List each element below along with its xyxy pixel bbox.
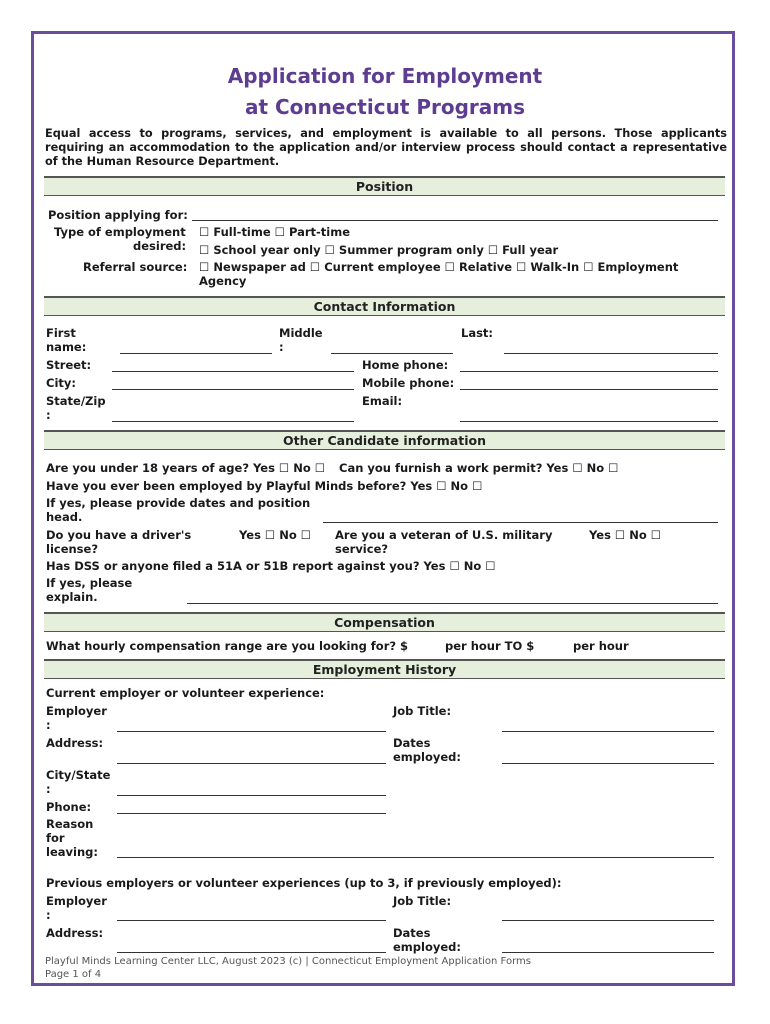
phone-input[interactable] <box>117 799 386 814</box>
address-input[interactable] <box>117 749 386 764</box>
dates-employed-label-1: Dates <box>393 736 431 750</box>
position-applying-input[interactable] <box>192 206 718 221</box>
dates-position-label-2: head. <box>46 510 83 524</box>
veteran-label-1: Are you a veteran of U.S. military <box>335 528 553 542</box>
compensation-min-input[interactable] <box>407 639 443 653</box>
drivers-license-yes-no[interactable]: Yes ☐ No ☐ <box>239 528 312 542</box>
footer-text: Playful Minds Learning Center LLC, August 2023 (c) | Connecticut Employment Application Forms <box>45 956 531 967</box>
dates-employed-label-2: employed: <box>393 750 461 764</box>
state-zip-label-1: State/Zip <box>46 394 106 408</box>
middle-name-input[interactable] <box>331 339 453 354</box>
state-zip-label-2: : <box>46 408 51 422</box>
referral-options-1[interactable]: ☐ Newspaper ad ☐ Current employee ☐ Relative ☐ Walk-In ☐ Employment <box>199 260 679 274</box>
prev-employer-input[interactable] <box>117 906 386 921</box>
employer-label-1: Employer <box>46 704 107 718</box>
reason-input[interactable] <box>117 843 714 858</box>
email-input[interactable] <box>460 407 718 422</box>
prev-dates-label-1: Dates <box>393 926 431 940</box>
explain-label-2: explain. <box>46 590 98 604</box>
job-title-label: Job Title: <box>393 704 452 718</box>
reason-label-3: leaving: <box>46 845 98 859</box>
section-candidate: Other Candidate information <box>44 430 725 450</box>
intro-paragraph: Equal access to programs, services, and employment is available to all persons. Those applicants requiring an accommodation to the application and/or interview process should contact a representative of the Human Resource Department. <box>45 127 727 168</box>
phone-label: Phone: <box>46 800 92 814</box>
middle-name-label-2: : <box>279 340 284 354</box>
employment-type-options-1[interactable]: ☐ Full-time ☐ Part-time <box>199 225 351 239</box>
dss-report-question[interactable]: Has DSS or anyone filed a 51A or 51B report against you? Yes ☐ No ☐ <box>46 559 496 573</box>
prev-dates-label-2: employed: <box>393 940 461 954</box>
reason-label-1: Reason <box>46 817 94 831</box>
section-compensation: Compensation <box>44 612 725 632</box>
city-label: City: <box>46 376 76 390</box>
prev-employer-label-2: : <box>46 908 51 922</box>
prev-job-title-input[interactable] <box>502 906 714 921</box>
drivers-license-label-1: Do you have a driver's <box>46 528 192 542</box>
last-name-input[interactable] <box>504 339 718 354</box>
middle-name-label-1: Middle <box>279 326 323 340</box>
prev-employer-label-1: Employer <box>46 894 107 908</box>
employed-before-question[interactable]: Have you ever been employed by Playful Minds before? Yes ☐ No ☐ <box>46 479 483 493</box>
address-label: Address: <box>46 736 104 750</box>
section-employment: Employment History <box>44 659 725 679</box>
dates-position-label-1: If yes, please provide dates and position <box>46 496 311 510</box>
prev-job-title-label: Job Title: <box>393 894 452 908</box>
street-label: Street: <box>46 358 92 372</box>
prev-address-input[interactable] <box>117 938 386 953</box>
current-employer-heading: Current employer or volunteer experience: <box>46 686 325 700</box>
employer-label-2: : <box>46 718 51 732</box>
street-input[interactable] <box>112 357 354 372</box>
city-input[interactable] <box>112 375 354 390</box>
employer-input[interactable] <box>117 717 386 732</box>
page-number: Page 1 of 4 <box>45 969 102 980</box>
mobile-phone-label: Mobile phone: <box>362 376 455 390</box>
city-state-input[interactable] <box>117 781 386 796</box>
page-subtitle: at Connecticut Programs <box>244 95 526 119</box>
under-18-question[interactable]: Are you under 18 years of age? Yes ☐ No ☐ <box>46 461 326 475</box>
first-name-label-2: name: <box>46 340 87 354</box>
page-title: Application for Employment <box>227 64 543 88</box>
dates-employed-input[interactable] <box>502 749 714 764</box>
mobile-phone-input[interactable] <box>460 375 718 390</box>
employment-type-label-1: Type of employment <box>54 225 186 239</box>
city-state-label-2: : <box>46 782 51 796</box>
email-label: Email: <box>362 394 403 408</box>
state-zip-input[interactable] <box>112 407 354 422</box>
explain-input[interactable] <box>187 589 718 604</box>
job-title-input[interactable] <box>502 717 714 732</box>
explain-label-1: If yes, please <box>46 576 133 590</box>
employment-type-label-2: desired: <box>133 239 187 253</box>
reason-label-2: for <box>46 831 65 845</box>
section-contact: Contact Information <box>44 296 725 316</box>
compensation-question: What hourly compensation range are you looking for? $ <box>46 639 409 653</box>
last-name-label: Last: <box>461 326 494 340</box>
veteran-label-2: service? <box>335 542 389 556</box>
drivers-license-label-2: license? <box>46 542 99 556</box>
first-name-label-1: First <box>46 326 76 340</box>
home-phone-label: Home phone: <box>362 358 449 372</box>
section-position: Position <box>44 176 725 196</box>
previous-employers-heading: Previous employers or volunteer experiences (up to 3, if previously employed): <box>46 876 562 890</box>
compensation-max-input[interactable] <box>535 639 571 653</box>
dates-position-input[interactable] <box>323 508 718 523</box>
prev-dates-input[interactable] <box>502 938 714 953</box>
employment-type-options-2[interactable]: ☐ School year only ☐ Summer program only ☐ Full year <box>199 243 559 257</box>
per-hour-label: per hour <box>573 639 629 653</box>
position-applying-label: Position applying for: <box>48 208 188 222</box>
referral-options-2[interactable]: Agency <box>199 274 247 288</box>
referral-source-label: Referral source: <box>83 260 188 274</box>
veteran-yes-no[interactable]: Yes ☐ No ☐ <box>589 528 662 542</box>
per-hour-to-label: per hour TO $ <box>445 639 535 653</box>
prev-address-label: Address: <box>46 926 104 940</box>
home-phone-input[interactable] <box>460 357 718 372</box>
work-permit-question[interactable]: Can you furnish a work permit? Yes ☐ No ☐ <box>339 461 619 475</box>
first-name-input[interactable] <box>120 339 272 354</box>
city-state-label-1: City/State <box>46 768 111 782</box>
